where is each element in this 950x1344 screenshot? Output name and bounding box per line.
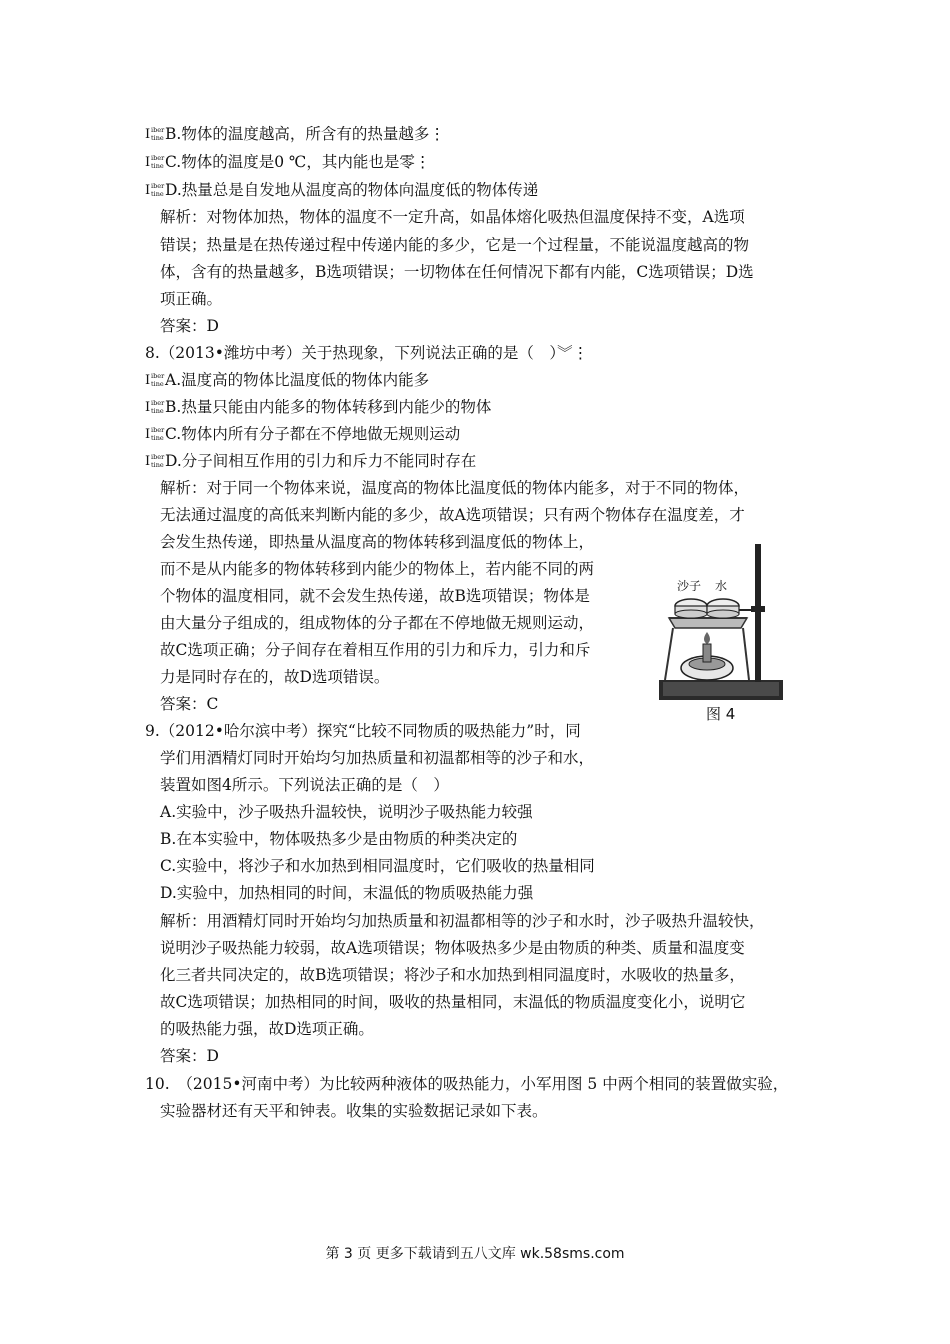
text-line-content: 解析：对于同一个物体来说，温度高的物体比温度低的物体内能多，对于不同的物体， (160, 479, 750, 497)
text-line (160, 1018, 374, 1040)
page-footer: 第 3 页 更多下载请到五八文库 wk.58sms.com (325, 1246, 625, 1262)
text-line-content: 解析：对物体加热，物体的温度不一定升高，如晶体熔化吸热但温度保持不变，A选项 (160, 208, 745, 226)
text-line-content: B.物体的温度越高，所含有的热量越多⋮ (165, 125, 445, 143)
text-line (160, 882, 533, 904)
text-line-content: 由大量分子组成的，组成物体的分子都在不停地做无规则运动， (160, 614, 595, 632)
text-line (160, 747, 594, 769)
text-line (145, 123, 445, 145)
text-line (160, 477, 749, 499)
text-line (160, 639, 590, 661)
figure-caption: 图 4 (706, 705, 736, 723)
text-line (145, 1073, 788, 1095)
text-line-content: B.热量只能由内能多的物体转移到内能少的物体 (165, 398, 492, 416)
text-line (160, 937, 745, 959)
text-line (145, 396, 491, 418)
text-line (160, 1045, 219, 1067)
text-line-content: 10. （2015•河南中考）为比较两种液体的吸热能力，小军用图 5 中两个相同的装置做实验， (145, 1075, 789, 1093)
text-line (160, 828, 517, 850)
text-line-content: 学们用酒精灯同时开始均匀加热质量和初温都相等的沙子和水， (160, 749, 595, 767)
text-line (160, 288, 222, 310)
text-line-content: A.温度高的物体比温度低的物体内能多 (165, 371, 430, 389)
text-line-content: D.热量总是自发地从温度高的物体向温度低的物体传递 (165, 181, 539, 199)
inline-marker: I iber tine (145, 154, 165, 170)
text-line (145, 342, 588, 364)
text-line-content: 实验器材还有天平和钟表。收集的实验数据记录如下表。 (160, 1102, 548, 1120)
inline-marker: I iber tine (145, 399, 165, 415)
text-line-content: 的吸热能力强，故D选项正确。 (160, 1020, 374, 1038)
text-line-content: 项正确。 (160, 290, 223, 308)
text-line-content: 力是同时存在的，故D选项错误。 (160, 668, 390, 686)
text-line (160, 774, 449, 796)
text-line (160, 991, 745, 1013)
text-line-content: A.实验中，沙子吸热升温较快，说明沙子吸热能力较强 (160, 803, 533, 821)
text-line-content: 故C选项错误；加热相同的时间，吸收的热量相同，末温低的物质温度变化小，说明它 (160, 993, 746, 1011)
text-line (160, 504, 745, 526)
label-water: 水 (715, 579, 728, 593)
text-line-content: 说明沙子吸热能力较弱，故A选项错误；物体吸热多少是由物质的种类、质量和温度变 (160, 939, 745, 957)
text-line-content: 答案：D (160, 1047, 219, 1065)
text-line (160, 666, 389, 688)
text-line (145, 151, 430, 173)
text-line (160, 531, 594, 553)
text-line-content: 而不是从内能多的物体转移到内能少的物体上，若内能不同的两 (160, 560, 595, 578)
inline-marker: I iber tine (145, 372, 165, 388)
text-line (160, 585, 590, 607)
text-line-content: B.在本实验中，物体吸热多少是由物质的种类决定的 (160, 830, 518, 848)
text-line-content: 答案：C (160, 695, 219, 713)
text-line (145, 369, 429, 391)
text-line-content: 装置如图4所示。下列说法正确的是（ ） (160, 776, 449, 794)
text-line-content: 化三者共同决定的，故B选项错误；将沙子和水加热到相同温度时，水吸收的热量多， (160, 966, 745, 984)
text-line-content: 无法通过温度的高低来判断内能的多少，故A选项错误；只有两个物体存在温度差，才 (160, 506, 745, 524)
text-line (160, 315, 219, 337)
text-line (160, 206, 745, 228)
text-line-content: 错误；热量是在热传递过程中传递内能的多少，它是一个过程量，不能说温度越高的物 (160, 236, 750, 254)
text-line (160, 910, 765, 932)
inline-marker: I iber tine (145, 426, 165, 442)
text-line (160, 693, 218, 715)
inline-marker: I iber tine (145, 453, 165, 469)
text-line (160, 855, 595, 877)
figure-4-apparatus (655, 540, 787, 708)
text-line (145, 720, 581, 742)
text-line (145, 423, 460, 445)
text-line-content: C.物体的温度是0 ℃，其内能也是零⋮ (165, 153, 431, 171)
text-line-content: 故C选项正确；分子间存在着相互作用的引力和斥力，引力和斥 (160, 641, 591, 659)
text-line-content: 8.（2013•潍坊中考）关于热现象，下列说法正确的是（ ）︾⋮ (145, 344, 589, 362)
text-line-content: 体，含有的热量越多，B选项错误；一切物体在任何情况下都有内能，C选项错误；D选 (160, 263, 754, 281)
text-line-content: 个物体的温度相同，就不会发生热传递，故B选项错误；物体是 (160, 587, 590, 605)
stand-rod (755, 544, 761, 682)
text-line-content: 答案：D (160, 317, 219, 335)
text-line (160, 261, 754, 283)
text-line-content: C.实验中，将沙子和水加热到相同温度时，它们吸收的热量相同 (160, 857, 595, 875)
text-line (145, 179, 538, 201)
text-line (160, 964, 745, 986)
text-line-content: D.实验中，加热相同的时间，末温低的物质吸热能力强 (160, 884, 534, 902)
text-line-content: 解析：用酒精灯同时开始均匀加热质量和初温都相等的沙子和水时，沙子吸热升温较快， (160, 912, 765, 930)
text-line-content: 会发生热传递，即热量从温度高的物体转移到温度低的物体上， (160, 533, 595, 551)
text-line-content: D.分子间相互作用的引力和斥力不能同时存在 (165, 452, 477, 470)
text-line (160, 1100, 548, 1122)
text-line (160, 801, 533, 823)
text-line (160, 234, 749, 256)
text-line-content: C.物体内所有分子都在不停地做无规则运动 (165, 425, 461, 443)
label-sand: 沙子 (677, 579, 702, 593)
text-line (160, 612, 594, 634)
text-line (160, 558, 594, 580)
text-line-content: 9.（2012•哈尔滨中考）探究“比较不同物质的吸热能力”时，同 (145, 722, 581, 740)
text-line (145, 450, 476, 472)
inline-marker: I iber tine (145, 182, 165, 198)
inline-marker: I iber tine (145, 126, 165, 142)
